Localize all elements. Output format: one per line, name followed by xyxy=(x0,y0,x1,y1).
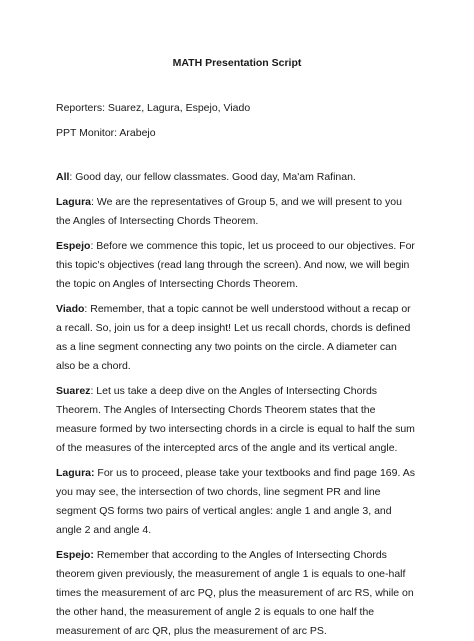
speaker-name: Espejo: xyxy=(56,549,94,561)
document-title: MATH Presentation Script xyxy=(172,57,302,69)
script-paragraph-suarez xyxy=(56,382,418,458)
script-paragraph-viado xyxy=(56,300,418,376)
ppt-monitor-line: PPT Monitor: Arabejo xyxy=(56,127,156,139)
speaker-name: Viado xyxy=(56,303,85,315)
dialogue-text: : Let us take a deep dive on the Angles of Intersecting Chords Theorem. The Angles of Intersecting Chords Theorem states that the measure formed by two intersecting chords in a circle is equal to half the sum of the measures of the intercepted arcs of the angle and its vertical angle. xyxy=(56,385,415,454)
script-paragraph-lagura xyxy=(56,193,418,231)
script-paragraph-espejo-2 xyxy=(56,546,418,641)
speaker-name: Lagura: xyxy=(56,467,95,479)
reporters-line: Reporters: Suarez, Lagura, Espejo, Viado xyxy=(56,102,251,114)
dialogue-text: : Good day, our fellow classmates. Good day, Ma'am Rafinan. xyxy=(69,171,356,183)
dialogue-text: For us to proceed, please take your textbooks and find page 169. As you may see, the intersection of two chords, line segment PR and line segment QS forms two pairs of vertical angles: angle 1 and angle 3, and angle 2 and angle 4. xyxy=(56,467,415,536)
dialogue-text: : Before we commence this topic, let us proceed to our objectives. For this topic's objectives (read lang through the screen). And now, we will begin the topic on Angles of Intersecting Chords Theorem. xyxy=(56,240,415,290)
script-paragraph-lagura-2 xyxy=(56,464,418,540)
speaker-name: Suarez xyxy=(56,385,91,397)
speaker-name: Lagura xyxy=(56,196,92,208)
speaker-name: All xyxy=(56,171,70,183)
script-paragraph-espejo xyxy=(56,237,418,294)
dialogue-text: Remember that according to the Angles of Intersecting Chords theorem given previously, the measurement of angle 1 is equals to one-half times the measurement of arc PQ, plus the measurement of arc RS, while on the other hand, the measurement of angle 2 is equals to one half the measurement of arc QR, plus the measurement of arc PS. xyxy=(56,549,414,637)
speaker-name: Espejo xyxy=(56,240,91,252)
dialogue-text: : Remember, that a topic cannot be well understood without a recap or a recall. So, join us for a deep insight! Let us recall chords, chords is defined as a line segment connecting any two points on the circle. A diameter can also be a chord. xyxy=(56,303,411,372)
dialogue-text: : We are the representatives of Group 5, and we will present to you the Angles of Intersecting Chords Theorem. xyxy=(56,196,402,227)
script-paragraph-all xyxy=(56,168,418,187)
